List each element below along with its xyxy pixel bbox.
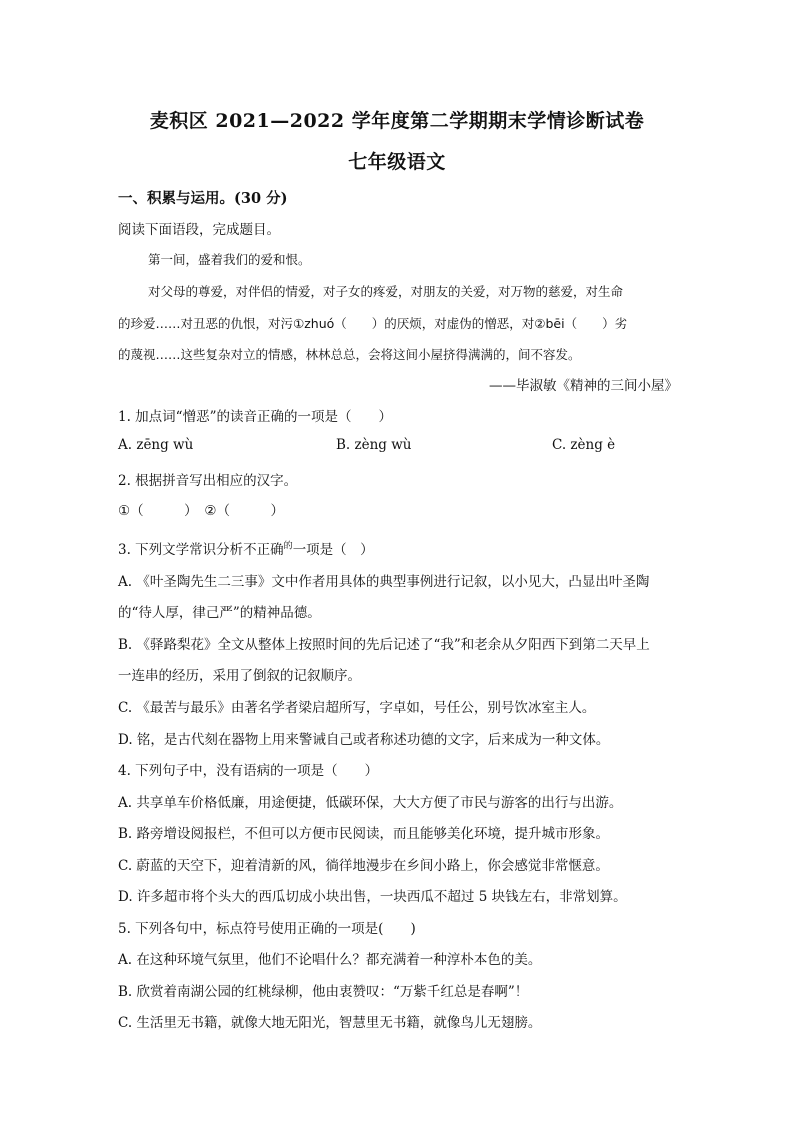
question-4-option-c: C. 蔚蓝的天空下，迎着清新的风，徜徉地漫步在乡间小路上，你会感觉非常惬意。 — [118, 858, 609, 874]
passage-source: ——毕淑敏《精神的三间小屋》 — [489, 378, 678, 394]
question-3-stem-text: 一项是（ ） — [292, 542, 374, 558]
question-1-option-b: B. zèng wù — [336, 437, 412, 453]
question-3-option-b-cont: 一连串的经历，采用了倒叙的记叙顺序。 — [118, 668, 361, 684]
question-5-option-c: C. 生活里无书籍，就像大地无阳光，智慧里无书籍，就像鸟儿无翅膀。 — [118, 1015, 542, 1031]
question-5-stem: 5. 下列各句中，标点符号使用正确的一项是( ) — [118, 921, 416, 937]
question-4-stem: 4. 下列句子中，没有语病的一项是（ ） — [118, 763, 379, 779]
exam-subtitle: 七年级语文 — [348, 151, 446, 173]
question-3-option-d: D. 铭，是古代刻在器物上用来警诫自己或者称述功德的文字，后来成为一种文体。 — [118, 732, 610, 748]
passage-line: 第一间，盛着我们的爱和恨。 — [148, 252, 311, 267]
exam-title: 麦积区 2021—2022 学年度第二学期期末学情诊断试卷 — [149, 110, 645, 132]
passage-line: 对父母的尊爱，对伴侣的情爱，对子女的疼爱，对朋友的关爱，对万物的慈爱，对生命 — [148, 284, 624, 299]
question-5-option-b: B. 欣赏着南湖公园的红桃绿柳，他由衷赞叹：“万紫千红总是春啊”！ — [118, 984, 529, 1000]
question-1-stem: 1. 加点词“憎恶”的读音正确的一项是（ ） — [118, 409, 392, 425]
question-2-blanks: ①（ ） ②（ ） — [118, 503, 284, 519]
question-4-option-b: B. 路旁增设阅报栏，不但可以方便市民阅读，而且能够美化环境，提升城市形象。 — [118, 826, 610, 842]
section-heading: 一、积累与运用。(30 分) — [118, 190, 288, 207]
question-1-option-c: C. zèng è — [552, 437, 616, 453]
question-3-stem-text: 3. 下列文学常识分析不正确 — [118, 542, 284, 558]
question-3-stem — [118, 538, 374, 558]
question-1-option-a: A. zēng wù — [118, 437, 194, 453]
question-3-option-a-cont: 的“待人厚，律己严”的精神品德。 — [118, 605, 321, 621]
question-3-stem-sup: 的 — [283, 541, 293, 552]
question-3-option-c: C. 《最苦与最乐》由著名学者梁启超所写，字卓如，号任公，别号饮冰室主人。 — [118, 700, 596, 716]
question-4-option-d: D. 许多超市将个头大的西瓜切成小块出售，一块西瓜不超过 5 块钱左右，非常划算。 — [118, 889, 627, 905]
question-3-option-a: A. 《叶圣陶先生二三事》文中作者用具体的典型事例进行记叙，以小见大，凸显出叶圣陶 — [118, 574, 650, 590]
passage-line: 的珍爱……对丑恶的仇恨，对污①zhuó（ ）的厌烦，对虚伪的憎恶，对②bēi（ ）劣 — [118, 316, 628, 331]
passage-line: 的蔑视……这些复杂对立的情感，林林总总，会将这间小屋挤得满满的，间不容发。 — [118, 347, 581, 362]
question-2-stem: 2. 根据拼音写出相应的汉字。 — [118, 473, 298, 489]
question-4-option-a: A. 共享单车价格低廉，用途便捷，低碳环保，大大方便了市民与游客的出行与出游。 — [118, 795, 623, 811]
question-3-option-b: B. 《驿路梨花》全文从整体上按照时间的先后记述了“我”和老余从夕阳西下到第二天早上 — [118, 637, 650, 653]
question-5-option-a: A. 在这种环境气氛里，他们不论唱什么？都充满着一种淳朴本色的美。 — [118, 952, 542, 968]
section-instruction: 阅读下面语段，完成题目。 — [118, 222, 280, 238]
